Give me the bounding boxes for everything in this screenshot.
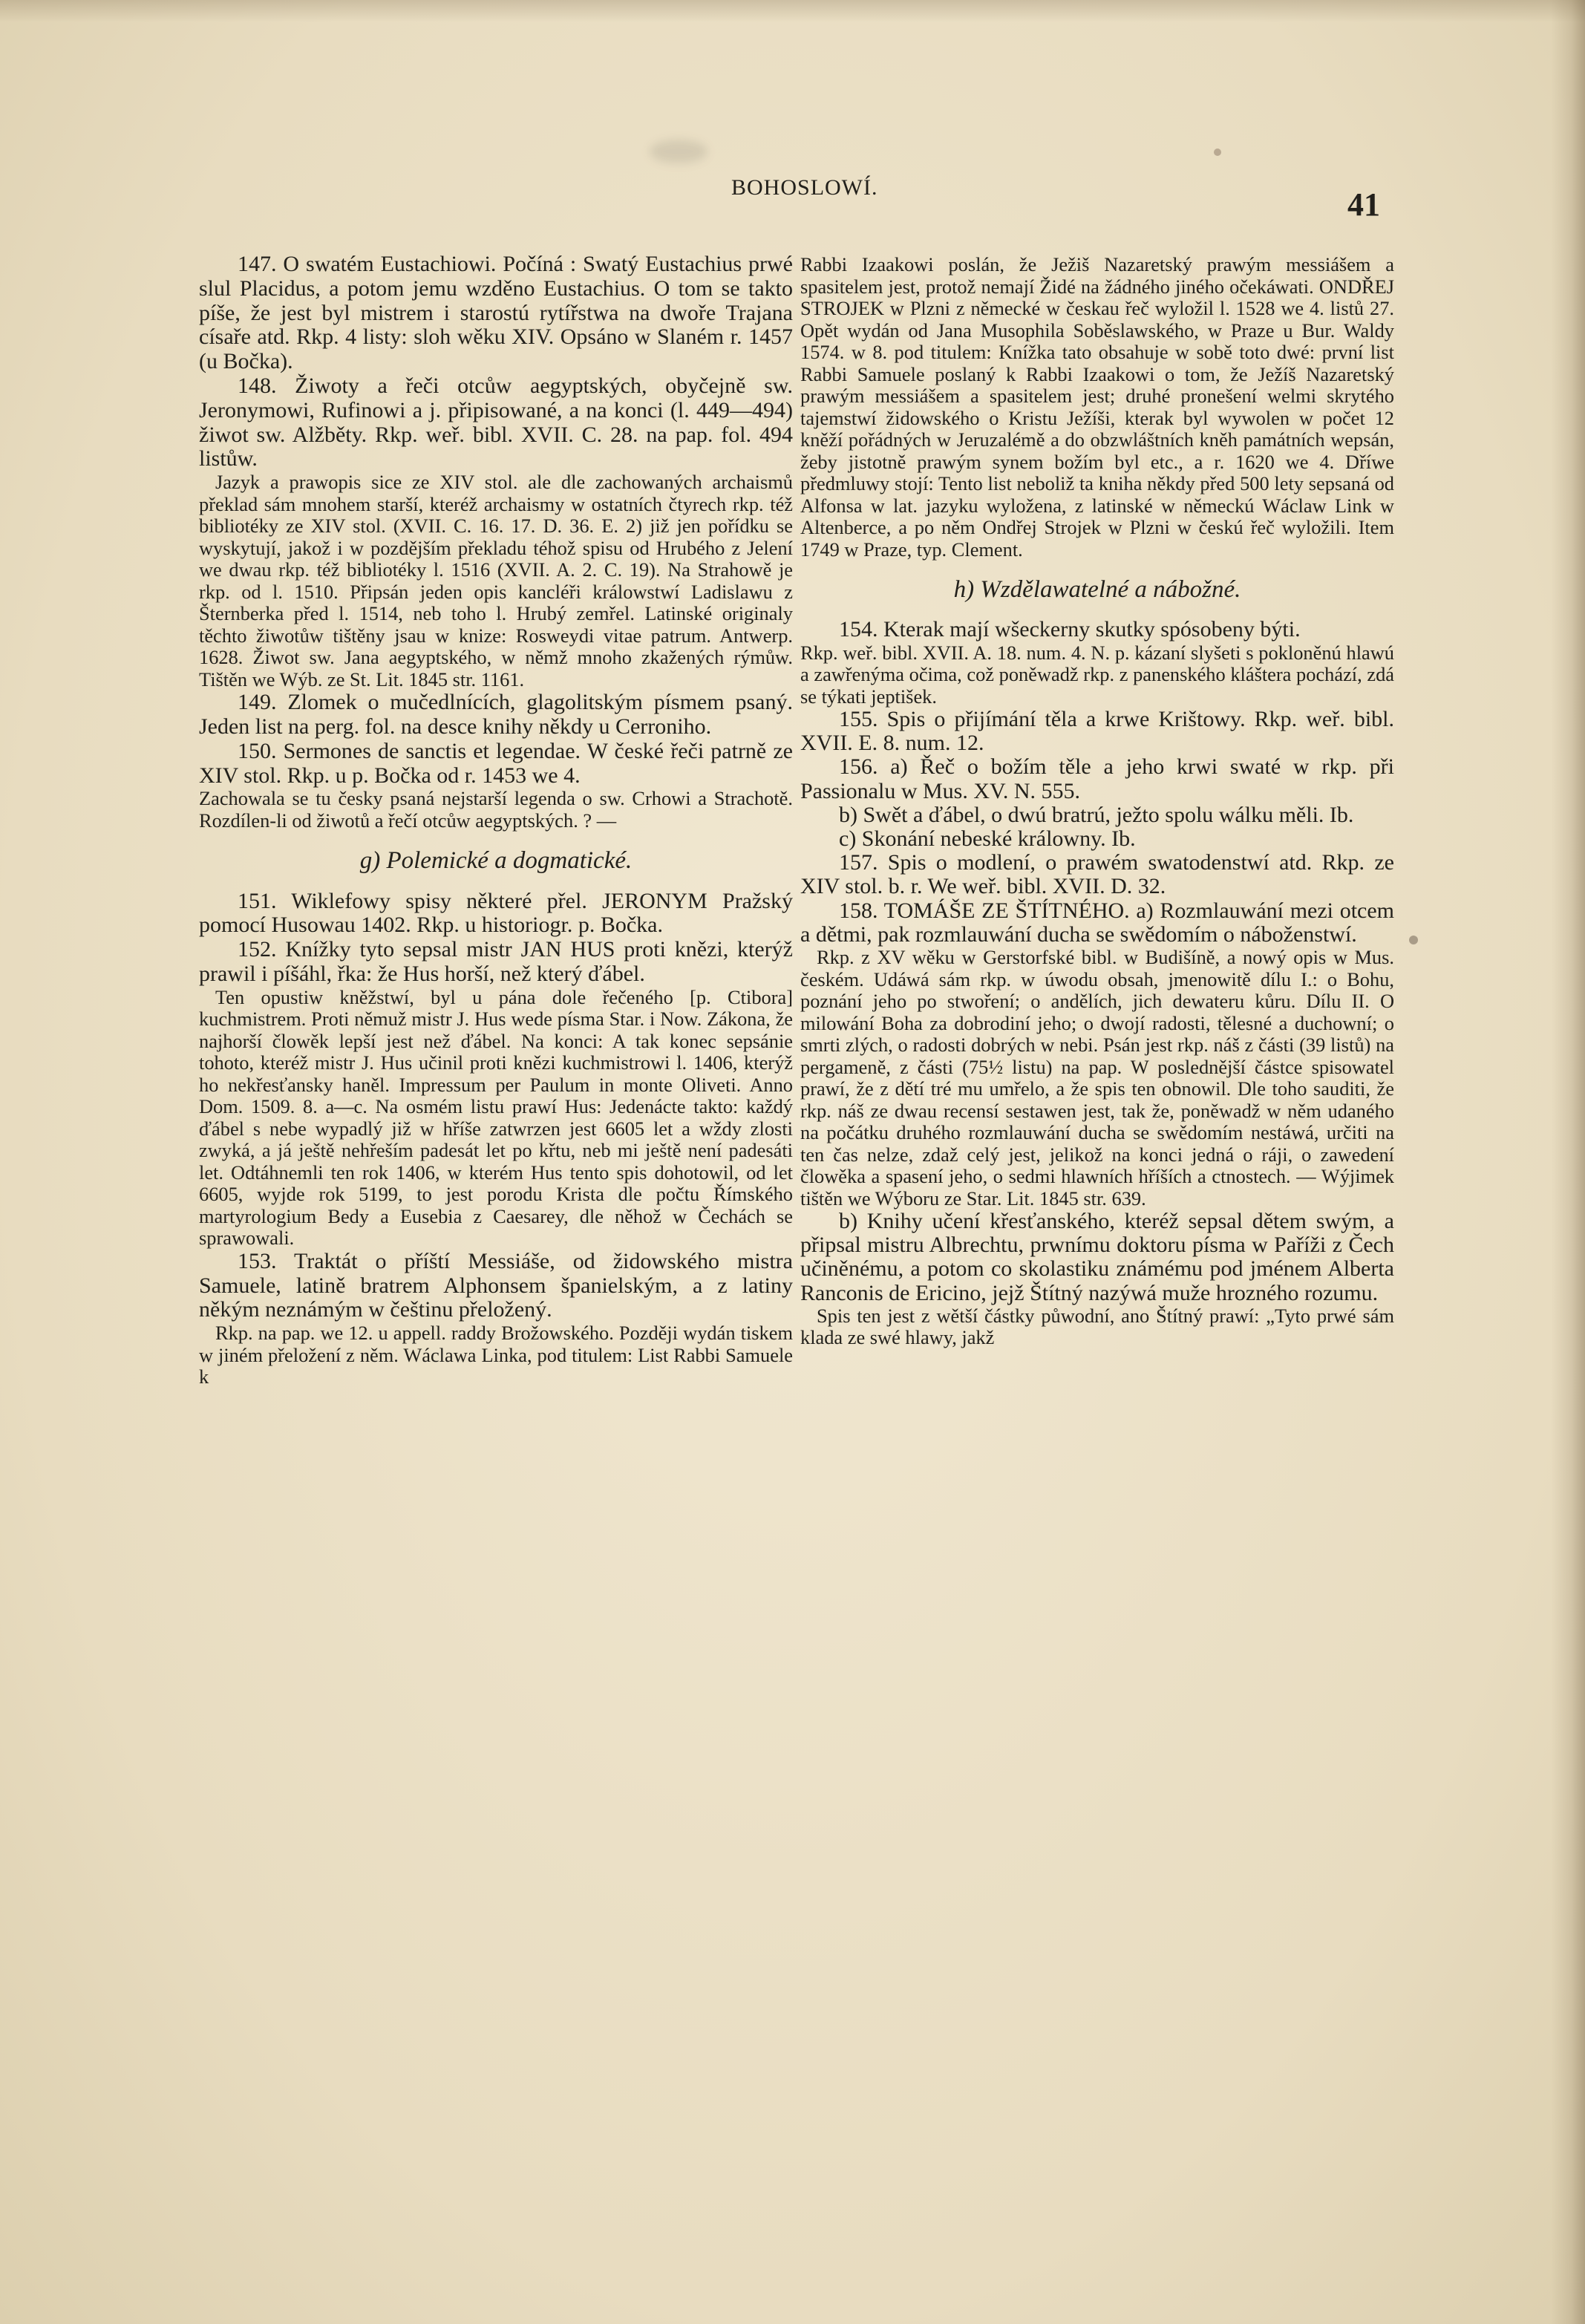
entry-147: 147. O swatém Eustachiowi. Počíná : Swatý Eustachius prwé slul Placidus, a potom jemu wzděno Eustachius. O tom se takto píše, že jest byl mistrem i starostú rytířstwa na dwoře Trajana císaře atd. Rkp. 4 listy: sloh wěku XIV. Opsáno w Slaném r. 1457 (u Bočka). (199, 252, 793, 374)
entry-158a: 158. TOMÁŠE ZE ŠTÍTNÉHO. a) Rozmlauwání mezi otcem a dětmi, pak rozmlauwání ducha se swědomím o náboženstwí. (800, 898, 1394, 947)
note-153-continued: Rabbi Izaakowi poslán, že Ježiš Nazaretský prawým messiášem a spasitelem jest, protož nemají Židé na žádného jiného očekáwati. ONDŘEJ STROJEK w Plzni z německé w českau řeč wyložil l. 1528 we 4. listů 27. Opět wydán od Jana Musophila Soběslawského, w Praze u Bur. Waldy 1574. w 8. pod titulem: Knížka tato obsahuje w sobě toto dwé: první list Rabbi Samuele poslaný k Rabbi Izaakowi o tom, že Ježíš Nazaretský prawým messiášem a spasitelem jest; druhé pronešení welmi skrytého tajemstwí židowského o Kristu Ježíši, kterak byl wywolen w počet 12 kněží pořádných w Jeruzalémě a do obzwláštních kněh památních wepsán, žeby jistotně prawým synem božím byl etc., a r. 1620 we 4. Dříwe předmluwy stojí: Tento list neboliž ta kniha někdy před 500 lety sepsaná od Alfonsa w lat. jazyku wyložena, z latinské w německú Wáclaw Link w Altenberce, a po něm Ondřej Strojek w Plzni w českú řeč wyložili. Item 1749 w Praze, typ. Clement. (800, 253, 1394, 561)
note-148: Jazyk a prawopis sice ze XIV stol. ale dle zachowaných archaismů překlad sám mnohem starší, kteréž archaismy w ostatních čtyrech rkp. též bibliotéky ze XIV stol. (XVII. C. 16. 17. D. 36. E. 2) již jen pořídku se wyskytují, jakož i w pozdějším překladu téhož spisu od Hrubého z Jelení we dwau rkp. též bibliotéky l. 1516 (XVII. A. 2. C. 19). Na Strahowě je rkp. od l. 1510. Připsán jeden opis kancléři králowstwí Ladislawu z Šternberka před l. 1514, neb toho l. Hrubý zemřel. Latinské originaly těchto žiwotůw tištěny jsau w knize: Rosweydi vitae patrum. Antwerp. 1628. Žiwot sw. Jana aegyptského, w němž mnoho zkažených rýmůw. Tištěn we Wýb. ze St. Lit. 1845 str. 1161. (199, 471, 793, 691)
page-edge-shadow (1551, 0, 1585, 2324)
page-edge-shadow (0, 0, 1585, 22)
entry-153: 153. Traktát o příští Messiáše, od židowského mistra Samuele, latině bratrem Alphonsem španielským, a z latiny někým neznámým w češtinu přeložený. (199, 1248, 793, 1322)
left-column (199, 252, 793, 1388)
note-150: Zachowala se tu česky psaná nejstarší legenda o sw. Crhowi a Strachotě. Rozdílen-li od žiwotů a řečí otcůw aegyptských. ? — (199, 787, 793, 832)
entry-148: 148. Žiwoty a řeči otcůw aegyptských, obyčejně sw. Jeronymowi, Rufinowi a j. připisowané, a na konci (l. 449—494) žiwot sw. Alžběty. Rkp. weř. bibl. XVII. C. 28. na pap. fol. 494 listůw. (199, 373, 793, 471)
entry-156b: b) Swět a ďábel, o dwú bratrú, ježto spolu wálku měli. Ib. (839, 802, 1354, 827)
section-heading-h: h) Wzdělawatelné a nábožné. (953, 576, 1241, 603)
page-number: 41 (1347, 186, 1380, 223)
running-head: BOHOSLOWÍ. (731, 175, 878, 200)
entry-154: 154. Kterak mají wšeckerny skutky spósobeny býti. (839, 617, 1301, 642)
ink-smudge (650, 140, 707, 163)
entry-156a: 156. a) Řeč o božím těle a jeho krwi swaté w rkp. při Passionalu w Mus. XV. N. 555. (800, 754, 1394, 803)
entry-156c: c) Skonání nebeské králowny. Ib. (839, 826, 1136, 852)
entry-150: 150. Sermones de sanctis et legendae. W české řeči patrně ze XIV stol. Rkp. u p. Bočka od r. 1453 we 4. (199, 738, 793, 788)
entry-157: 157. Spis o modlení, o prawém swatodenstwí atd. Rkp. ze XIV stol. b. r. We weř. bibl. XVII. D. 32. (800, 850, 1394, 899)
entry-158b: b) Knihy učení křesťanského, kteréž sepsal dětem swým, a připsal mistru Albrechtu, prwnímu doktoru písma w Paříži z Čech učiněnému, a potom co skolastiku známému pod jménem Alberta Ranconis de Ericino, jejž Štítný nazýwá muže hrozného rozumu. (800, 1209, 1394, 1305)
entry-151: 151. Wiklefowy spisy některé přel. JERONYM Pražský pomocí Husowau 1402. Rkp. u historiogr. p. Bočka. (199, 888, 793, 938)
note-158a: Rkp. z XV wěku w Gerstorfské bibl. w Budišíně, a nowý opis w Mus. českém. Udáwá sám rkp. w úwodu obsah, jmenowitě dílu I.: o Bohu, poznání jeho po stwoření; o andělích, jich dewateru kůru. Dílu II. O milowání Boha za dobrodiní jeho; o dwojí radosti, tělesné a duchowní; o smrti zlých, o radosti dobrých w nebi. Psán jest rkp. náš z části (39 listů) na pergameně, z části (75½ listu) na pap. W poslednější částce spisowatel prawí, že z dětí tré mu umřelo, a že spis ten obnowil. Dle toho sauditi, že rkp. náš ze dwau recensí sestawen jest, tak že, poněwadž w něm udaného na počátku druhého rozmlauwání ducha se swědomím nestáwá, určiti na ten čas nelze, zdaž celý jest, jelikož na konci jedná o ráji, o zawedení člowěka a spasení jeho, o sedmi hlawních hříších a ctnostech. — Wýjimek tištěn we Wýboru ze Star. Lit. 1845 str. 639. (800, 946, 1394, 1210)
entry-152: 152. Knížky tyto sepsal mistr JAN HUS proti knězi, kterýž prawil i píšáhl, řka: že Hus horší, než který ďábel. (199, 937, 793, 987)
note-153: Rkp. na pap. we 12. u appell. raddy Brožowského. Později wydán tiskem w jiném přeložení z něm. Wáclawa Linka, pod titulem: List Rabbi Samuele k (199, 1322, 793, 1388)
entry-149: 149. Zlomek o mučedlnících, glagolitským písmem psaný. Jeden list na perg. fol. na desce knihy někdy u Cerroniho. (199, 690, 793, 739)
note-158b: Spis ten jest z wětší částky půwodní, ano Štítný prawí: „Tyto prwé sám klada ze swé hlawy, jakž (800, 1304, 1394, 1349)
note-152: Ten opustiw kněžstwí, byl u pána dole řečeného [p. Ctibora] kuchmistrem. Proti němuž mistr J. Hus wede písma Star. i Now. Zákona, že najhorší člowěk lepší jest než ďábel. Na konci: A tak konec sepsánie tohoto, kteréž mistr J. Hus učinil proti knězi kuchmistrowi l. 1406, kterýž ho nekřesťansky haněl. Impressum per Paulum in monte Oliveti. Anno Dom. 1509. 8. a—c. Na osmém listu prawí Hus: Jedenácte takto: každý ďábel s nebe wypadlý již w hříše zatwrzen jest 6605 let a wždy zlosti zwyká, a já ještě nehřeším padesát let po křtu, neb mi ještě není padesáti let. Odtáhnemli ten rok 1406, w kterém Hus tento spis dohotowil, od let 6605, wyjde rok 5199, to jest porodu Krista dle počtu Římského martyrologium Bedy a Eusebia z Caesarey, dle něhož w Čechách se sprawowali. (199, 985, 793, 1250)
right-column (800, 254, 1394, 1349)
section-heading-g: g) Polemické a dogmatické. (359, 847, 633, 875)
ink-spot (1409, 936, 1418, 944)
entry-155: 155. Spis o přijímání těla a krwe Krištowy. Rkp. weř. bibl. XVII. E. 8. num. 12. (800, 707, 1394, 756)
note-154: Rkp. weř. bibl. XVII. A. 18. num. 4. N. p. kázaní slyšeti s pokloněnú hlawú a zawřenýma očima, což poněwadž rkp. z panenského kláštera pochází, zdá se týkati jeptišek. (800, 641, 1394, 708)
ink-spot (1214, 148, 1221, 156)
